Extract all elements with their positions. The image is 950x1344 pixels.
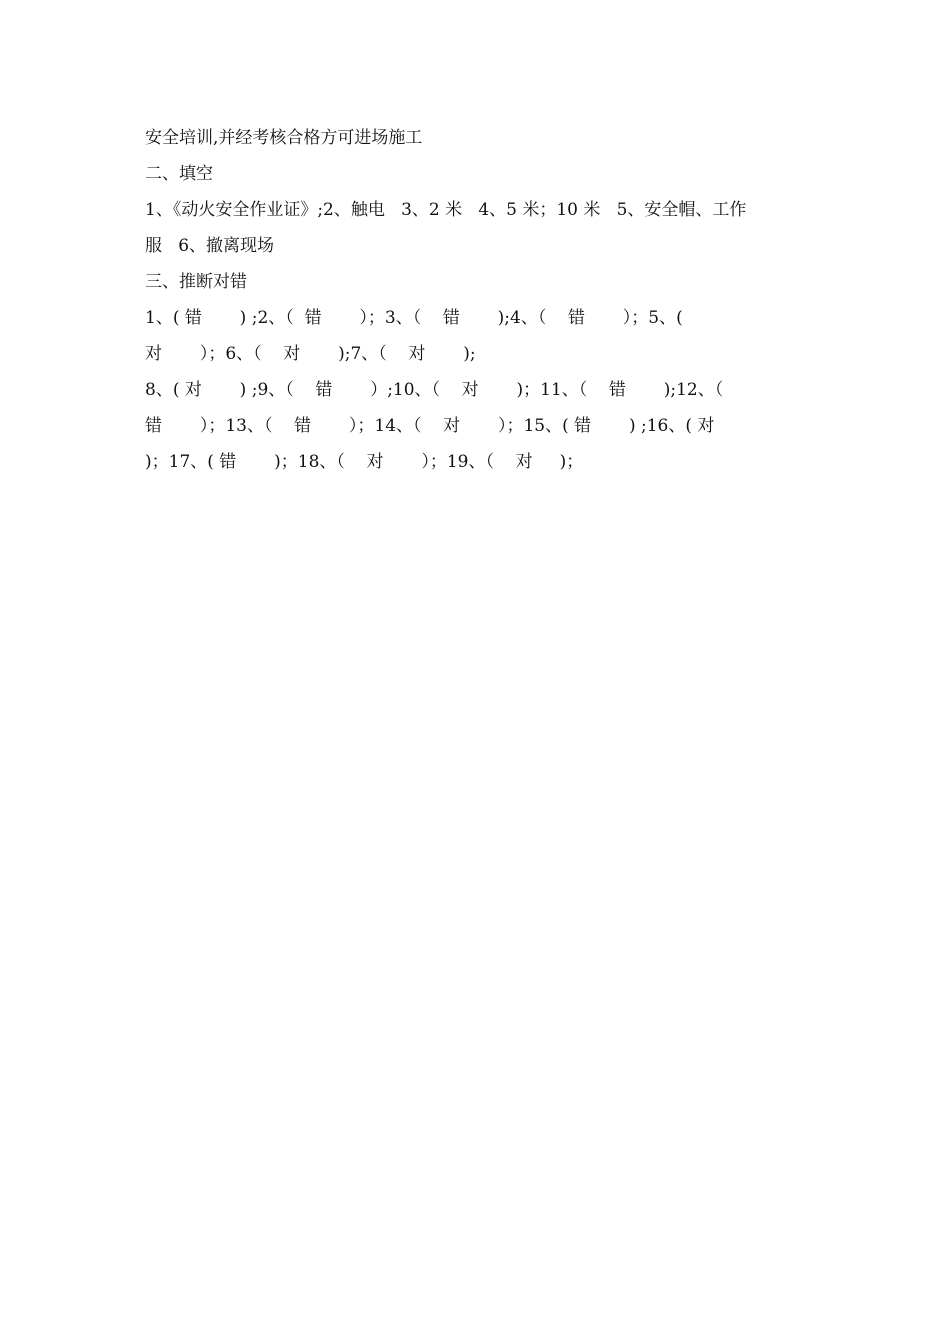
section-heading-true-false: 三、推断对错 — [145, 272, 247, 292]
true-false-answers-line-1: 1、( 错 ) ;2、（ 错 ）；3、（ 错 );4、（ 错 ）；5、( — [145, 308, 683, 328]
section-heading-fill-blank: 二、填空 — [145, 164, 213, 184]
true-false-answers-line-4: 错 ）；13、（ 错 ）；14、（ 对 ）；15、( 错 ) ;16、( 对 — [145, 416, 715, 436]
true-false-answers-line-3: 8、( 对 ) ;9、（ 错 ）;10、（ 对 )；11、（ 错 );12、（ — [145, 380, 724, 400]
text-line-intro: 安全培训,并经考核合格方可进场施工 — [145, 128, 423, 148]
fill-blank-answers-line-1: 1、《动火安全作业证》;2、触电 3、2 米 4、5 米；10 米 5、安全帽、工作 — [145, 200, 747, 220]
document-body — [145, 120, 815, 480]
true-false-answers-line-5: )；17、( 错 )；18、（ 对 ）；19、（ 对 )； — [145, 452, 584, 472]
fill-blank-answers-line-2: 服 6、撤离现场 — [145, 236, 275, 256]
true-false-answers-line-2: 对 ）；6、（ 对 );7、（ 对 ); — [145, 344, 476, 364]
